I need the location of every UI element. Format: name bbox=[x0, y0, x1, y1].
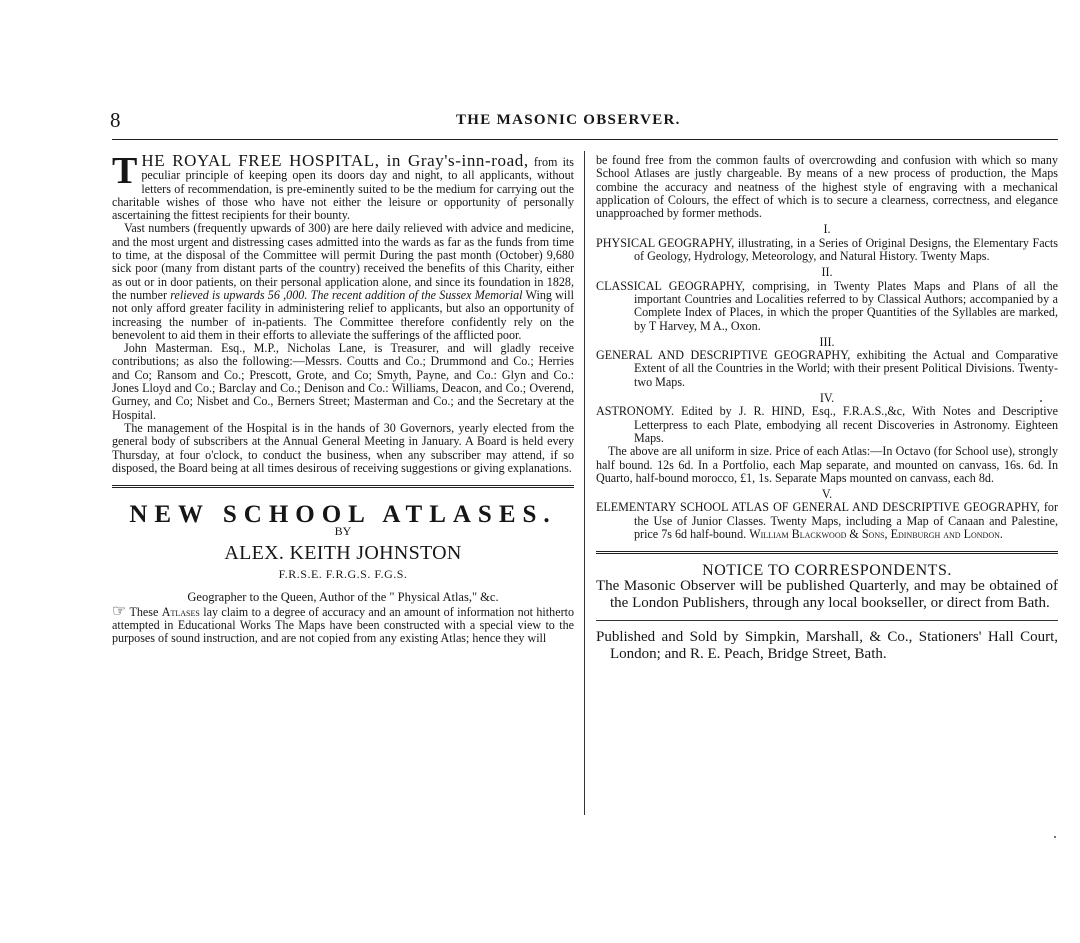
entry-text: exhibiting the Actual and Comparative Extent of all the Countries in the World; with their present Political Divisions. Twenty-two Maps. bbox=[634, 348, 1058, 389]
hospital-title: HE ROYAL FREE HOSPITAL, in Gray's-inn-road, bbox=[141, 151, 529, 170]
entry-text: for the Use of Junior Classes. Twenty Maps, including a Map of Canaan and Palestine, price 7s 6d half-bound. bbox=[634, 500, 1058, 542]
entry-number: V. bbox=[821, 487, 833, 502]
atlas-entry bbox=[596, 405, 1058, 445]
entry-text: Edited by J. R. HIND, Esq., F.R.A.S.,&c, With Notes and Descriptive Letterpress to each Plate, embodying all recent Discoveries in Astronomy. Eighteen Maps. bbox=[634, 404, 1058, 445]
notice-title: NOTICE TO CORRESPONDENTS. bbox=[702, 562, 952, 580]
published-by: Published and Sold by Simpkin, Marshall, & Co., Stationers' Hall Court, London; and R. E. Peach, Bridge Street, Bath. bbox=[596, 628, 1058, 662]
entry-heading: ASTRONOMY. bbox=[596, 404, 675, 419]
entry-number: III. bbox=[819, 334, 835, 349]
hospital-paragraph-management: The management of the Hospital is in the hands of 30 Governors, yearly elected from the general body of subscribers at the Annual General Meeting in January. A Board is held every Thursday, at four o'clock, to conduct the business, when any subscriber may attend, if so disposed, the Board being at all times desirous of receiving suggestions or giving explanations. bbox=[112, 420, 574, 475]
atlas-continued: be found free from the common faults of overcrowding and confusion with which so many School Atlases are justly chargeable. By means of a new process of production, the Maps combine the accuracy and neatness of the highest style of engraving with a mechanical application of Colours, the effect of which is to secure a clearness, correctness, and elegance unapproached by former methods. bbox=[596, 153, 1058, 221]
entry-heading: ELEMENTARY SCHOOL ATLAS OF GENERAL AND DESCRIPTIVE GEOGRAPHY, bbox=[596, 500, 1040, 515]
section-rule bbox=[112, 485, 574, 488]
atlas-prices: The above are all uniform in size. Price of each Atlas:—In Octavo (for School use), strongly half bound. 12s 6d. In a Portfolio, each Map separate, and mounted on canvass, 16s. 6d. In Quarto, half-bound morocco, £1, 1s. Separate Maps mounted on canvass, each 8d. bbox=[596, 444, 1058, 485]
hospital-lead bbox=[112, 150, 574, 223]
entry-text: comprising, in Twenty Plates Maps and Plans of all the important Countries and Localities referred to by Classical Authors; accompanied by a Complete Index of Places, in which the proper Quantities of the Syllables are marked, by T Harvey, M A., Oxon. bbox=[634, 278, 1058, 333]
atlas-entry bbox=[596, 237, 1058, 264]
notice-body: The Masonic Observer will be published Quarterly, and may be obtained of the London Publishers, through any local bookseller, or direct from Bath. bbox=[596, 577, 1058, 611]
section-rule bbox=[596, 620, 1058, 621]
hospital-numbers-italic: relieved is upwards 56 ,000. The recent addition of the Sussex Memorial bbox=[170, 287, 523, 302]
entry-heading: GENERAL AND DESCRIPTIVE GEOGRAPHY, bbox=[596, 348, 851, 363]
entry-text: illustrating, in a Series of Original Designs, the Elementary Facts of Geology, Hydrology, Meteorology, and Natural History. Twenty Maps. bbox=[634, 235, 1058, 264]
atlas-desc-start: These bbox=[129, 604, 159, 619]
right-column bbox=[596, 154, 1058, 663]
atlas-entry bbox=[596, 349, 1058, 389]
left-column bbox=[112, 150, 575, 646]
hospital-paragraph-treasurer: John Masterman. Esq., M.P., Nicholas Lane, is Treasurer, and will gladly receive contributions; as also the following:—Messrs. Coutts and Co.; Drummond and Co.; Herries and Co; Ransom and Co.; Prescott, Grote, and Co; Smyth, Payne, and Co.: Glyn and Co.: Jones Lloyd and Co.; Barclay and Co.; Denison and Co.: Williams, Deacon, and Co.; Overend, Gurney, and Co; Nisbet and Co., Berners Street; Masterman and Co.; and the Secretary at the Hospital. bbox=[112, 341, 574, 422]
atlas-entry bbox=[596, 501, 1058, 541]
atlas-credentials: F.R.S.E. F.R.G.S. F.G.S. bbox=[278, 567, 408, 582]
atlas-desc-rest: lay claim to a degree of accuracy and an amount of information not hitherto attempted in Educational Works The Maps have been constructed with a special view to the purposes of sound instruction, and are not copied from any existing Atlas; hence they will bbox=[112, 604, 575, 646]
entry-heading: CLASSICAL GEOGRAPHY, bbox=[596, 278, 745, 293]
column-divider bbox=[584, 151, 585, 815]
hospital-numbers-text: Vast numbers (frequently upwards of 300) are here daily relieved with advice and medicine, and the most urgent and distressing cases admitted into the wards as far as the funds from time to time, at the disposal of the Committee will permit During the past month (October) 9,680 sick poor (many from distant parts of the country) received the benefits of this Charity, either as out or in door patients, on their personal application alone, and since its foundation in 1828, the number bbox=[112, 221, 574, 302]
scan-speck bbox=[1054, 836, 1056, 838]
masthead-title: THE MASONIC OBSERVER. bbox=[456, 112, 681, 128]
atlas-desc-smallcaps: Atlases bbox=[161, 604, 200, 619]
pointing-hand-icon: ☞ bbox=[112, 602, 127, 620]
header-rule bbox=[112, 139, 1058, 140]
atlas-description bbox=[112, 602, 575, 646]
entry-heading: PHYSICAL GEOGRAPHY, bbox=[596, 235, 735, 250]
drop-cap: T bbox=[112, 150, 138, 192]
entry-publisher: William Blackwood & Sons, Edinburgh and London. bbox=[749, 527, 1003, 542]
section-rule bbox=[596, 551, 1058, 554]
entry-number: II. bbox=[821, 265, 833, 280]
atlas-entry bbox=[596, 280, 1058, 333]
hospital-intro: from its peculiar principle of keeping open its doors day and night, to all applicants, without letters of recommendation, is pre-eminently suited to be the medium for carrying out the charitable wishes of those who have not either the leisure or opportunity of personally ascertaining the fittest recipients for their bounty. bbox=[112, 155, 574, 223]
atlas-by: BY bbox=[334, 524, 352, 539]
atlas-geographer: Geographer to the Queen, Author of the " Physical Atlas," &c. bbox=[187, 590, 499, 605]
atlas-author: ALEX. KEITH JOHNSTON bbox=[224, 541, 462, 564]
hospital-paragraph-numbers bbox=[112, 222, 574, 342]
scan-speck bbox=[1040, 400, 1042, 402]
atlas-title: NEW SCHOOL ATLASES. bbox=[129, 501, 557, 529]
page-number: 8 bbox=[110, 108, 121, 132]
entry-number: I. bbox=[823, 222, 831, 237]
entry-number: IV. bbox=[819, 391, 835, 406]
hospital-numbers-end: Wing will not only afford greater facility in administering relief to applicants, but also an opportunity of increasing the number of in-patients. The Committee therefore confidently rely on the benevolent to aid them in their efforts to alleviate the sufferings of the afflicted poor. bbox=[112, 287, 574, 342]
